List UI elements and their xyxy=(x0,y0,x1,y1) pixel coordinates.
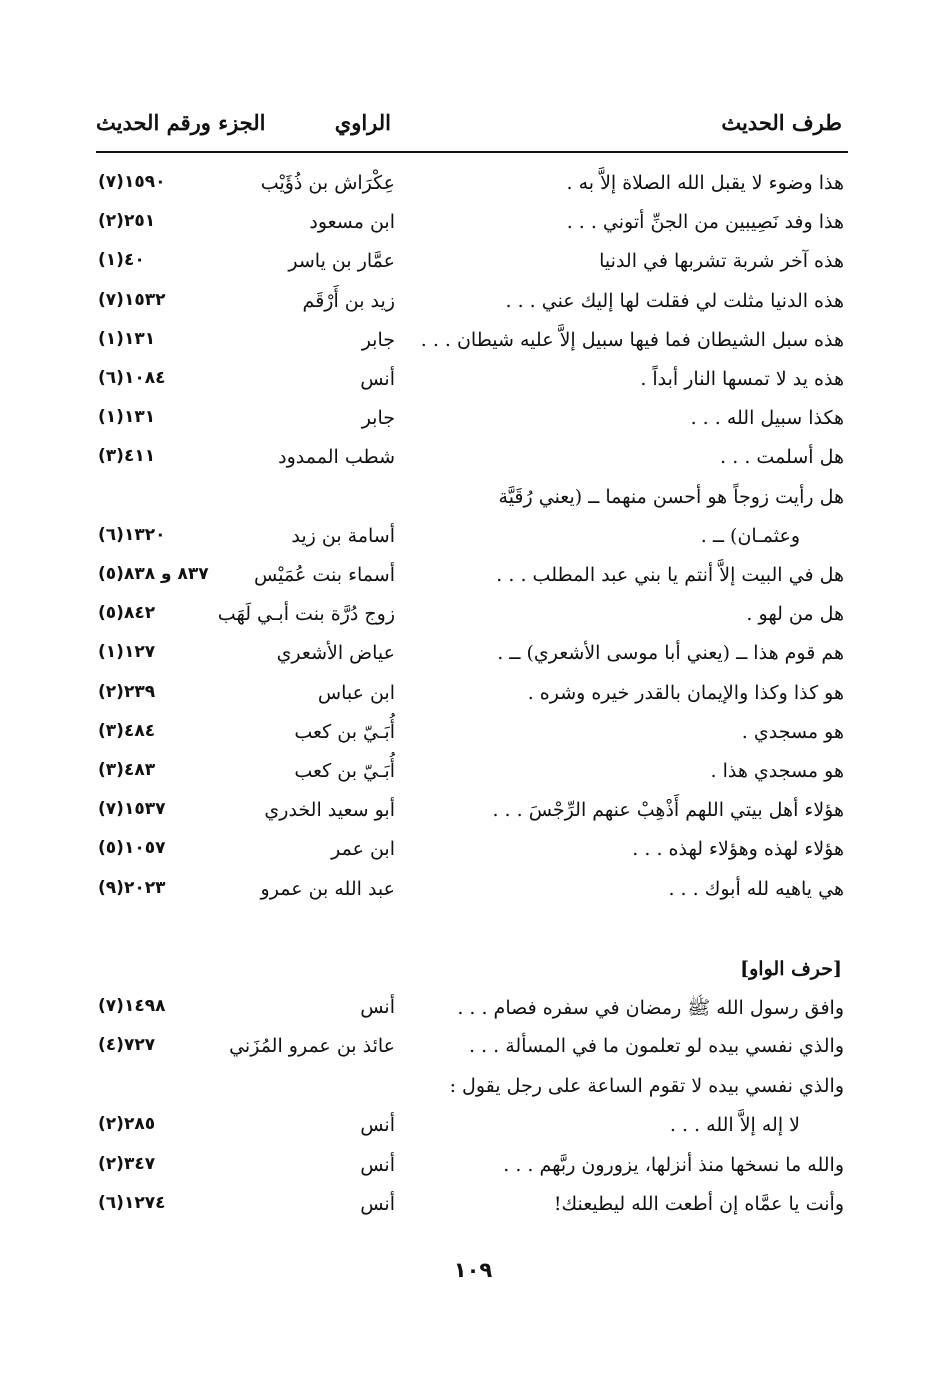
hadith-text: والذي نفسي بيده لو تعلمون ما في المسألة . . . xyxy=(469,1035,844,1058)
table-row xyxy=(90,486,850,524)
table-row xyxy=(90,172,850,210)
narrator-name: عبد الله بن عمرو xyxy=(260,877,395,900)
header-narrator: الراوي xyxy=(334,110,391,135)
narrator-name: عمَّار بن ياسر xyxy=(288,250,395,273)
table-row xyxy=(90,721,850,759)
table-row xyxy=(90,760,850,798)
table-row xyxy=(90,250,850,288)
hadith-reference: ١٣١(١) xyxy=(98,328,156,349)
narrator-name: أنس xyxy=(360,1153,395,1176)
hadith-text: هل من لهو . xyxy=(746,603,844,626)
narrator-name: أنس xyxy=(360,1114,395,1137)
narrator-name: أنس xyxy=(360,368,395,390)
header-hadith: طرف الحديث xyxy=(721,110,842,135)
narrator-name: أنس xyxy=(360,1193,395,1215)
hadith-text: هذه آخر شربة تشربها في الدنيا xyxy=(599,250,844,273)
hadith-text: هو مسجدي . xyxy=(741,720,844,743)
hadith-reference: ٤٨٤(٣) xyxy=(98,720,156,741)
narrator-name: ابن عمر xyxy=(331,838,395,861)
hadith-reference: ٤٨٣(٣) xyxy=(98,760,156,780)
hadith-reference: ٧٢٧(٤) xyxy=(98,1035,156,1056)
narrator-name: ابن عباس xyxy=(317,681,395,704)
hadith-reference: ١٠٥٧(٥) xyxy=(98,838,166,859)
table-row xyxy=(90,407,850,445)
hadith-reference: ١٠٨٤(٦) xyxy=(98,368,166,388)
narrator-name: زوج دُرَّة بنت أبـي لَهَب xyxy=(217,603,395,626)
hadith-text: هؤلاء أهل بيتي اللهم أَذْهِبْ عنهم الرِّجْسَ . . . xyxy=(492,799,844,822)
narrator-name: أُبَـيّ بن كعب xyxy=(294,720,395,743)
table-row xyxy=(90,1154,850,1192)
hadith-reference: ٨٤٢(٥) xyxy=(98,603,156,624)
table-row xyxy=(90,996,850,1034)
hadith-text: هو مسجدي هذا . xyxy=(710,760,844,782)
narrator-name: جابر xyxy=(361,407,395,430)
table-row xyxy=(90,1035,850,1073)
hadith-reference: ١٥٩٠(٧) xyxy=(98,172,166,192)
hadith-reference: ٢٣٩(٢) xyxy=(98,681,156,702)
table-row xyxy=(90,838,850,876)
hadith-text: هذه الدنيا مثلت لي فقلت لها إليك عني . . . xyxy=(505,289,844,312)
narrator-name: أسامة بن زيد xyxy=(291,524,395,547)
hadith-text: هذه يد لا تمسها النار أبداً . xyxy=(640,368,844,390)
narrator-name: عِكْرَاش بن ذُؤَيْب xyxy=(260,172,395,194)
section-title: [حرف الواو] xyxy=(740,958,842,980)
hadith-reference: ١٣١(١) xyxy=(98,407,156,428)
hadith-text: هو كذا وكذا والإيمان بالقدر خيره وشره . xyxy=(527,681,844,704)
hadith-text: هم قوم هذا ــ (يعني أبا موسى الأشعري) ــ . xyxy=(497,642,844,665)
table-row xyxy=(90,446,850,484)
hadith-reference: ١٢٧٤(٦) xyxy=(98,1193,166,1213)
hadith-text: وعثمـان) ــ . xyxy=(700,524,800,547)
hadith-text: هذا وفد نَصِيبين من الجنِّ أتوني . . . xyxy=(566,211,844,234)
hadith-text: هؤلاء لهذه وهؤلاء لهذه . . . xyxy=(632,838,844,861)
header-ref: الجزء ورقم الحديث xyxy=(96,110,266,135)
header-rule xyxy=(96,151,848,153)
table-row xyxy=(90,564,850,602)
narrator-name: ابن مسعود xyxy=(309,211,395,234)
narrator-name: زيد بن أَرْقَم xyxy=(302,289,395,312)
narrator-name: عائذ بن عمرو المُزَني xyxy=(229,1035,395,1058)
table-row xyxy=(90,329,850,367)
hadith-text: والذي نفسي بيده لا تقوم الساعة على رجل يقول : xyxy=(449,1074,844,1097)
hadith-text: وأنت يا عمَّاه إن أطعت الله ليطيعنك! xyxy=(553,1193,844,1215)
hadith-reference: ٣٤٧(٢) xyxy=(98,1153,156,1174)
table-row xyxy=(90,368,850,406)
hadith-text: هذه سبل الشيطان فما فيها سبيل إلاَّ عليه شيطان . . . xyxy=(420,328,844,351)
hadith-text: وافق رسول الله ﷺ رمضان في سفره فصام . . . xyxy=(457,997,844,1019)
table-row xyxy=(90,642,850,680)
hadith-text: هكذا سبيل الله . . . xyxy=(690,407,844,430)
hadith-reference: ٤١١(٣) xyxy=(98,446,156,467)
hadith-reference: ١٥٣٧(٧) xyxy=(98,799,166,820)
table-row xyxy=(90,1114,850,1152)
hadith-text: هل في البيت إلاَّ أنتم يا بني عبد المطلب . . . xyxy=(496,564,844,586)
hadith-text: هل رأيت زوجاً هو أحسن منهما ــ (يعني رُقَيَّة xyxy=(498,485,844,508)
table-row xyxy=(90,1193,850,1231)
hadith-reference: ١٣٢٠(٦) xyxy=(98,524,166,545)
narrator-name: أسماء بنت عُمَيْس xyxy=(254,564,395,586)
hadith-reference: ٢٠٢٣(٩) xyxy=(98,877,166,898)
hadith-reference: ١٤٩٨(٧) xyxy=(98,996,166,1016)
table-row xyxy=(90,1075,850,1113)
table-row xyxy=(90,878,850,916)
narrator-name: أبو سعيد الخدري xyxy=(264,799,395,822)
hadith-reference: ٢٥١(٢) xyxy=(98,211,156,232)
hadith-text: هي ياهيه لله أبوك . . . xyxy=(668,877,844,900)
table-row xyxy=(90,290,850,328)
table-row xyxy=(90,525,850,563)
hadith-text: هل أسلمت . . . xyxy=(720,446,844,469)
table-row xyxy=(90,799,850,837)
hadith-reference: ٤٠(١) xyxy=(98,250,145,271)
narrator-name: شطب الممدود xyxy=(278,446,395,469)
table-row xyxy=(90,603,850,641)
narrator-name: أُبَـيّ بن كعب xyxy=(294,760,395,782)
hadith-reference: ١٢٧(١) xyxy=(98,642,156,663)
narrator-name: أنس xyxy=(360,996,395,1018)
narrator-name: جابر xyxy=(361,328,395,351)
page-number: ١٠٩ xyxy=(453,1258,493,1282)
hadith-text: والله ما نسخها منذ أنزلها، يزورون ربَّهم . . . xyxy=(503,1153,844,1176)
table-row xyxy=(90,682,850,720)
hadith-reference: ٢٨٥(٢) xyxy=(98,1114,156,1135)
hadith-reference: ١٥٣٢(٧) xyxy=(98,289,166,310)
table-row xyxy=(90,211,850,249)
narrator-name: عياض الأشعري xyxy=(276,642,395,665)
hadith-text: هذا وضوء لا يقبل الله الصلاة إلاَّ به . xyxy=(566,172,844,194)
hadith-reference: (٥)٨٣٧ و ٨٣٨ xyxy=(98,564,209,584)
hadith-text: لا إله إلاَّ الله . . . xyxy=(669,1114,800,1137)
